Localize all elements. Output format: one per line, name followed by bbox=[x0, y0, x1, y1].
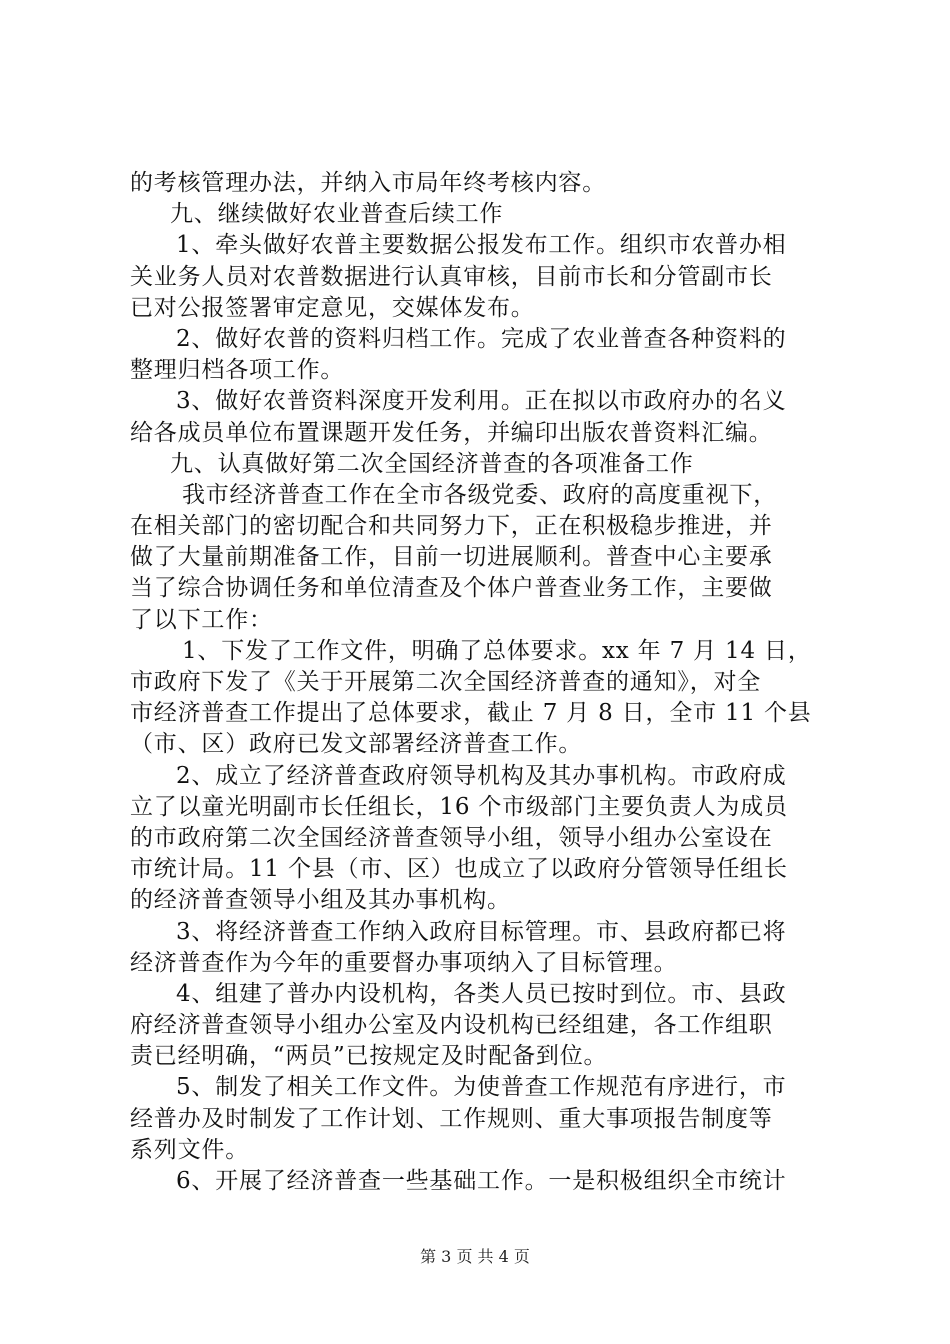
text-line: 市经济普查工作提出了总体要求，截止 7 月 8 日，全市 11 个县 bbox=[130, 700, 812, 727]
document-body bbox=[130, 168, 830, 1197]
text-line: 在相关部门的密切配合和共同努力下，正在积极稳步推进，并 bbox=[130, 513, 773, 540]
text-line: 市政府下发了《关于开展第二次全国经济普查的通知》，对全 bbox=[130, 669, 762, 695]
text-line: 给各成员单位布置课题开发任务，并编印出版农普资料汇编。 bbox=[130, 419, 773, 446]
text-line: 1、下发了工作文件，明确了总体要求。xx 年 7 月 14 日， bbox=[182, 637, 812, 664]
text-line: 我市经济普查工作在全市各级党委、政府的高度重视下， bbox=[182, 481, 777, 508]
section-heading: 九、继续做好农业普查后续工作 bbox=[170, 201, 504, 228]
text-line: 经普办及时制发了工作计划、工作规则、重大事项报告制度等 bbox=[130, 1105, 773, 1132]
text-line: 3、做好农普资料深度开发利用。正在拟以市政府办的名义 bbox=[176, 388, 787, 415]
section-heading: 九、认真做好第二次全国经济普查的各项准备工作 bbox=[170, 450, 694, 477]
text-line: 系列文件。 bbox=[130, 1136, 249, 1163]
text-line: （市、区）政府已发文部署经济普查工作。 bbox=[130, 731, 583, 758]
page-number-label: 第 3 页 共 4 页 bbox=[420, 1247, 530, 1266]
text-line: 关业务人员对农普数据进行认真审核，目前市长和分管副市长 bbox=[130, 263, 773, 290]
text-line: 市统计局。11 个县（市、区）也成立了以政府分管领导任组长 bbox=[130, 856, 788, 883]
text-line: 经济普查作为今年的重要督办事项纳入了目标管理。 bbox=[130, 949, 678, 976]
text-line: 1、牵头做好农普主要数据公报发布工作。组织市农普办相 bbox=[176, 232, 787, 259]
text-line: 2、成立了经济普查政府领导机构及其办事机构。市政府成 bbox=[176, 762, 787, 789]
text-line: 立了以童光明副市长任组长，16 个市级部门主要负责人为成员 bbox=[130, 793, 788, 820]
text-line: 了以下工作： bbox=[130, 606, 273, 633]
text-line: 的考核管理办法，并纳入市局年终考核内容。 bbox=[130, 170, 606, 196]
page-footer bbox=[0, 1244, 950, 1267]
text-line: 的经济普查领导小组及其办事机构。 bbox=[130, 887, 511, 914]
text-line: 做了大量前期准备工作，目前一切进展顺利。普查中心主要承 bbox=[130, 544, 773, 571]
text-line: 责已经明确，“两员”已按规定及时配备到位。 bbox=[130, 1043, 608, 1070]
text-line: 4、组建了普办内设机构，各类人员已按时到位。市、县政 bbox=[176, 980, 787, 1007]
text-line: 6、开展了经济普查一些基础工作。一是积极组织全市统计 bbox=[176, 1168, 787, 1194]
text-line: 当了综合协调任务和单位清查及个体户普查业务工作，主要做 bbox=[130, 575, 773, 602]
text-line: 3、将经济普查工作纳入政府目标管理。市、县政府都已将 bbox=[176, 918, 787, 945]
text-line: 整理归档各项工作。 bbox=[130, 357, 345, 384]
text-line: 2、做好农普的资料归档工作。完成了农业普查各种资料的 bbox=[176, 325, 787, 352]
text-line: 已对公报签署审定意见，交媒体发布。 bbox=[130, 294, 535, 321]
text-line: 的市政府第二次全国经济普查领导小组，领导小组办公室设在 bbox=[130, 824, 773, 851]
text-line: 5、制发了相关工作文件。为使普查工作规范有序进行，市 bbox=[176, 1074, 787, 1101]
text-line: 府经济普查领导小组办公室及内设机构已经组建，各工作组职 bbox=[130, 1012, 773, 1039]
